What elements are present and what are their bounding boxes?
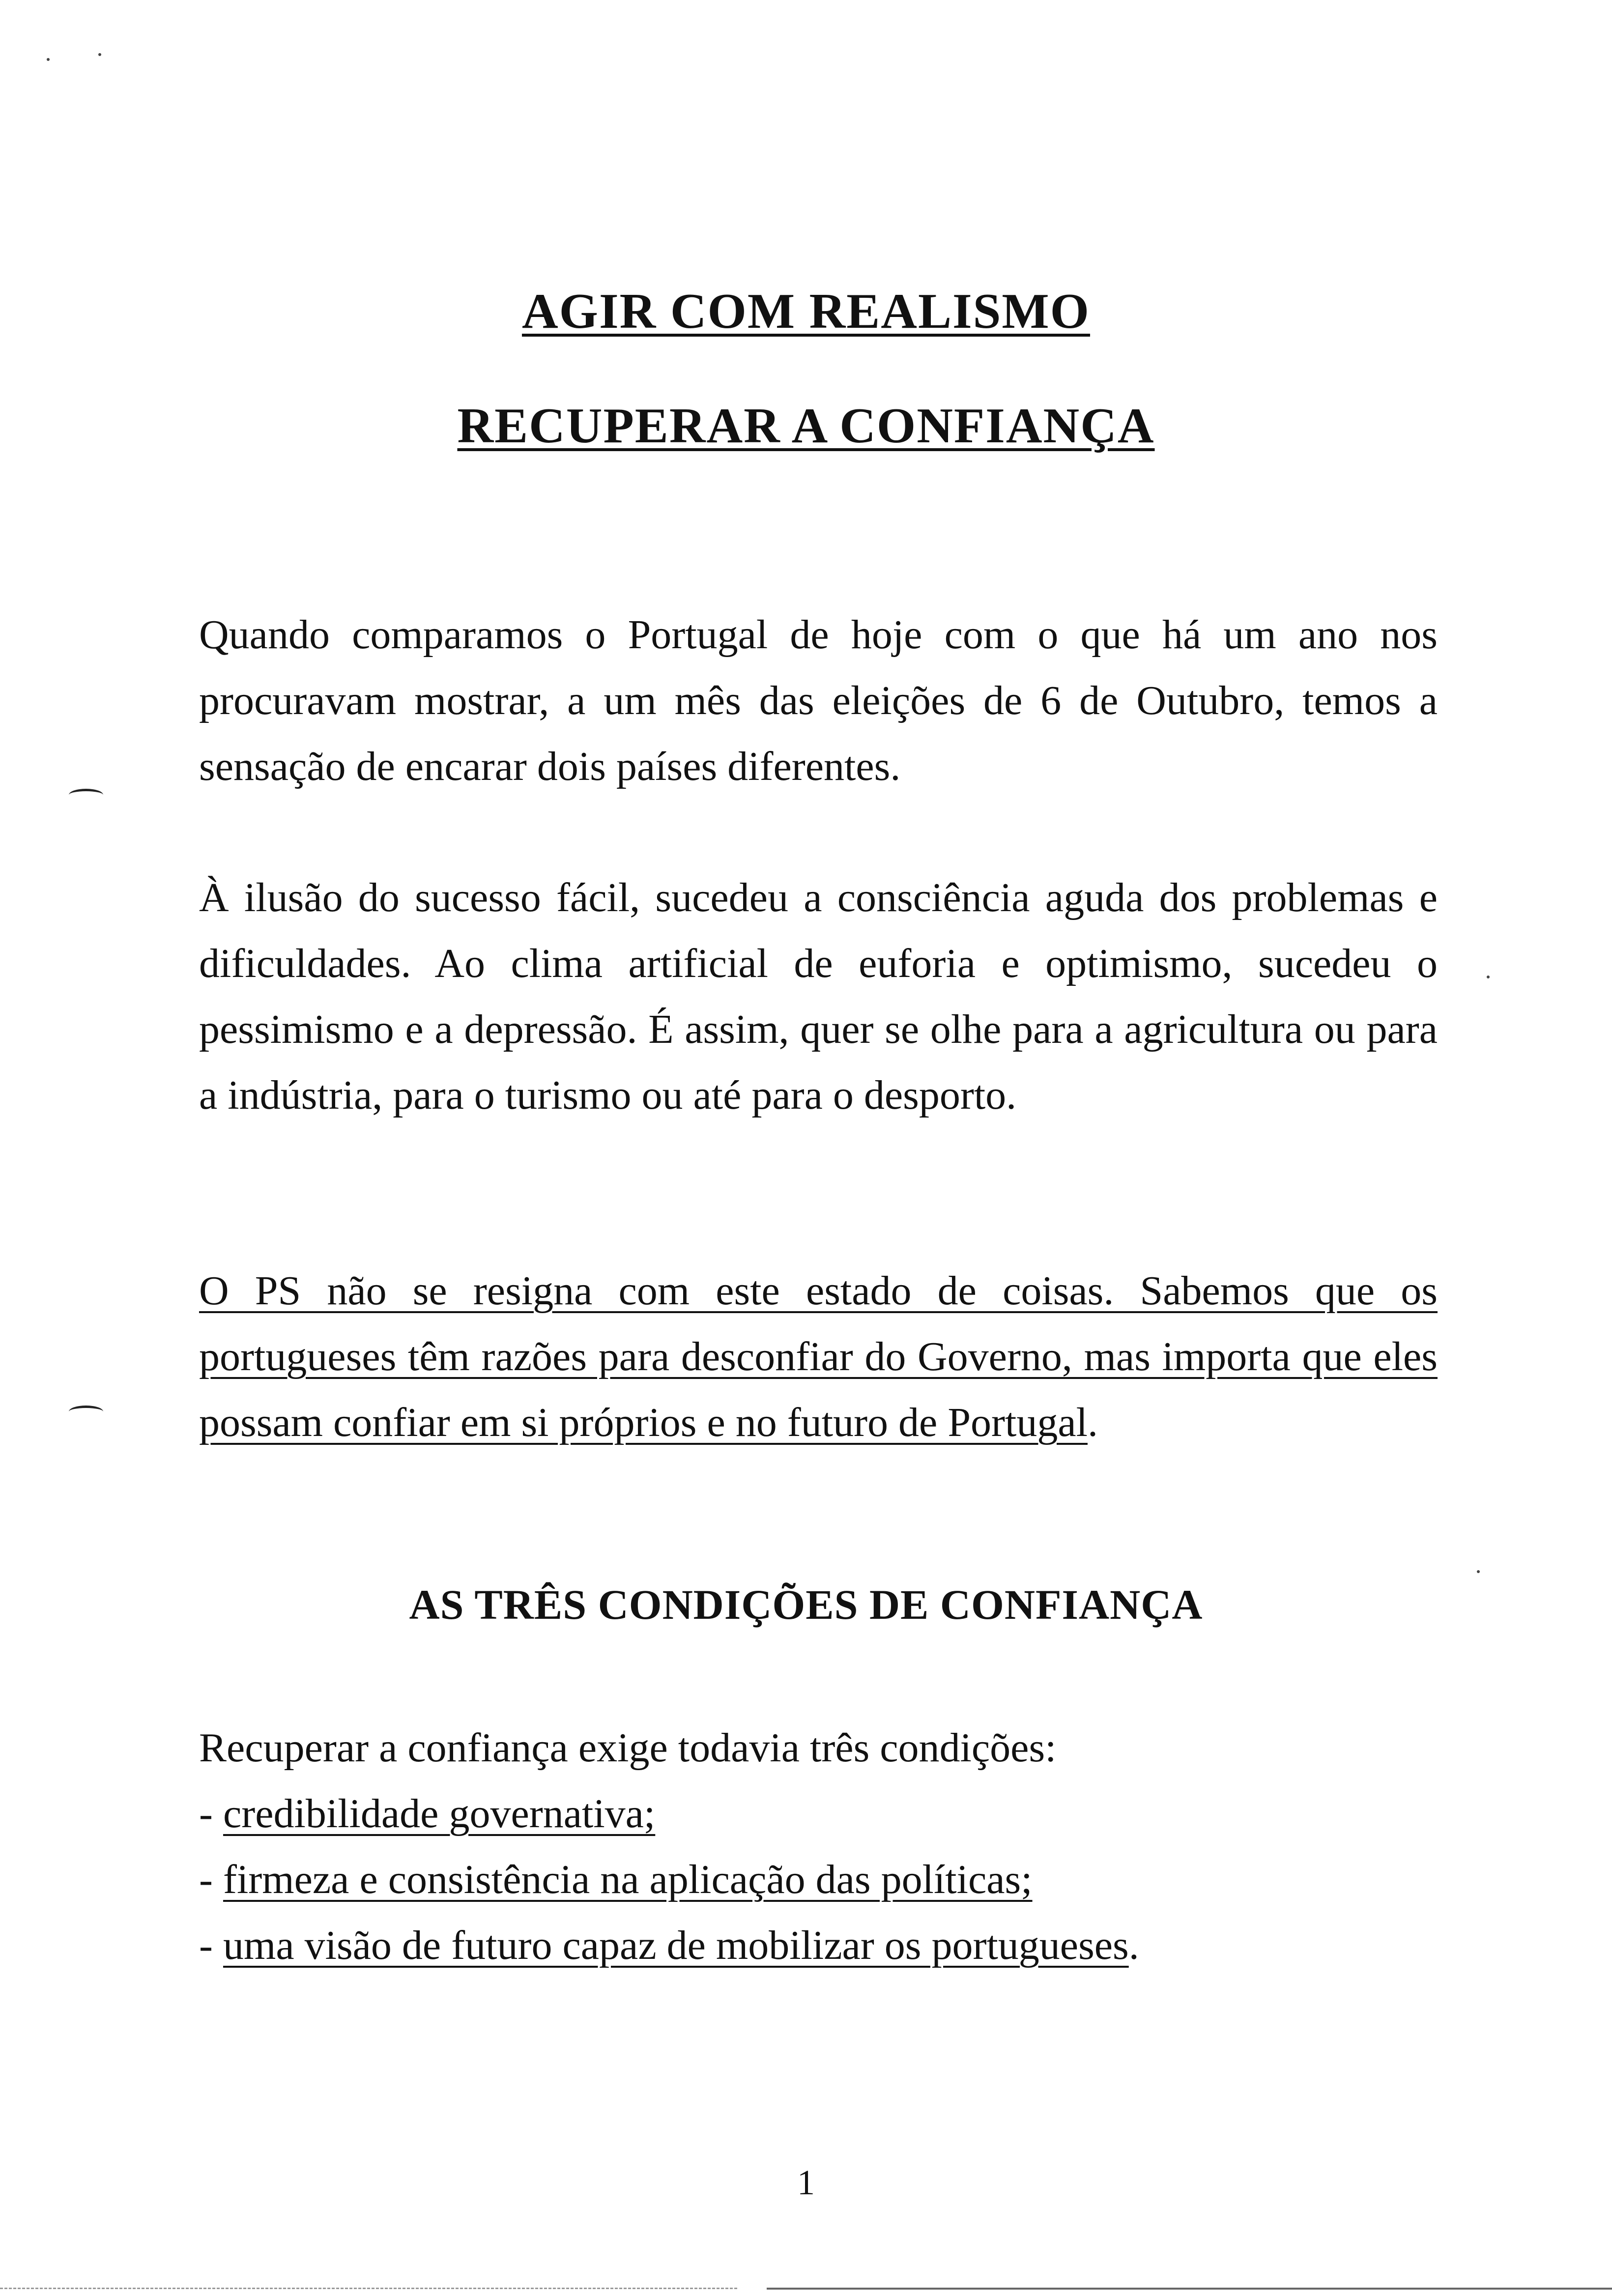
conditions-intro: Recuperar a confiança exige todavia três condições: xyxy=(199,1725,1057,1771)
paragraph-3-end: . xyxy=(1087,1400,1098,1445)
margin-mark xyxy=(69,1406,103,1418)
document-title-line-2 xyxy=(0,397,1612,455)
scan-speck xyxy=(98,53,101,56)
condition-item-2 xyxy=(199,1847,1438,1913)
condition-text: uma visão de futuro capaz de mobilizar os portugueses xyxy=(223,1923,1129,1968)
scan-edge-line xyxy=(767,2288,1612,2290)
scan-speck xyxy=(47,58,50,61)
condition-item-3 xyxy=(199,1913,1438,1979)
condition-text: credibilidade governativa; xyxy=(223,1791,656,1837)
title-line-2-text: RECUPERAR A CONFIANÇA xyxy=(457,398,1155,454)
scan-speck xyxy=(1477,1570,1480,1573)
condition-dash: - xyxy=(199,1923,223,1968)
document-title-line-1 xyxy=(0,283,1612,340)
condition-end: . xyxy=(1128,1923,1139,1968)
paragraph-1: Quando comparamos o Portugal de hoje com o que há um ano nos procuravam mostrar, a um mês das eleições de 6 de Outubro, temos a sensação de encarar dois países diferentes. xyxy=(199,612,1438,789)
paragraph-2: À ilusão do sucesso fácil, sucedeu a consciência aguda dos problemas e dificuldades. Ao clima artificial de euforia e optimismo, sucedeu o pessimismo e a depressão. É assim, quer se olhe para a agricultura ou para a indústria, para o turismo ou até para o desporto. xyxy=(199,875,1438,1118)
conditions-list xyxy=(199,1715,1438,1979)
scan-speck xyxy=(1487,976,1490,978)
page-number: 1 xyxy=(797,2163,815,2202)
title-line-1-text: AGIR COM REALISMO xyxy=(521,284,1091,339)
paragraph-3 xyxy=(199,1258,1438,1456)
section-heading: AS TRÊS CONDIÇÕES DE CONFIANÇA xyxy=(409,1581,1203,1628)
condition-text: firmeza e consistência na aplicação das políticas; xyxy=(223,1857,1033,1902)
condition-dash: - xyxy=(199,1791,223,1837)
scan-edge-line xyxy=(0,2288,737,2289)
condition-item-1 xyxy=(199,1781,1438,1847)
margin-mark xyxy=(69,789,103,801)
condition-dash: - xyxy=(199,1857,223,1902)
paragraph-3-underlined-text: O PS não se resigna com este estado de coisas. Sabemos que os portugueses têm razões para desconfiar do Governo, mas importa que eles possam confiar em si próprios e no futuro de Portugal xyxy=(199,1268,1438,1445)
